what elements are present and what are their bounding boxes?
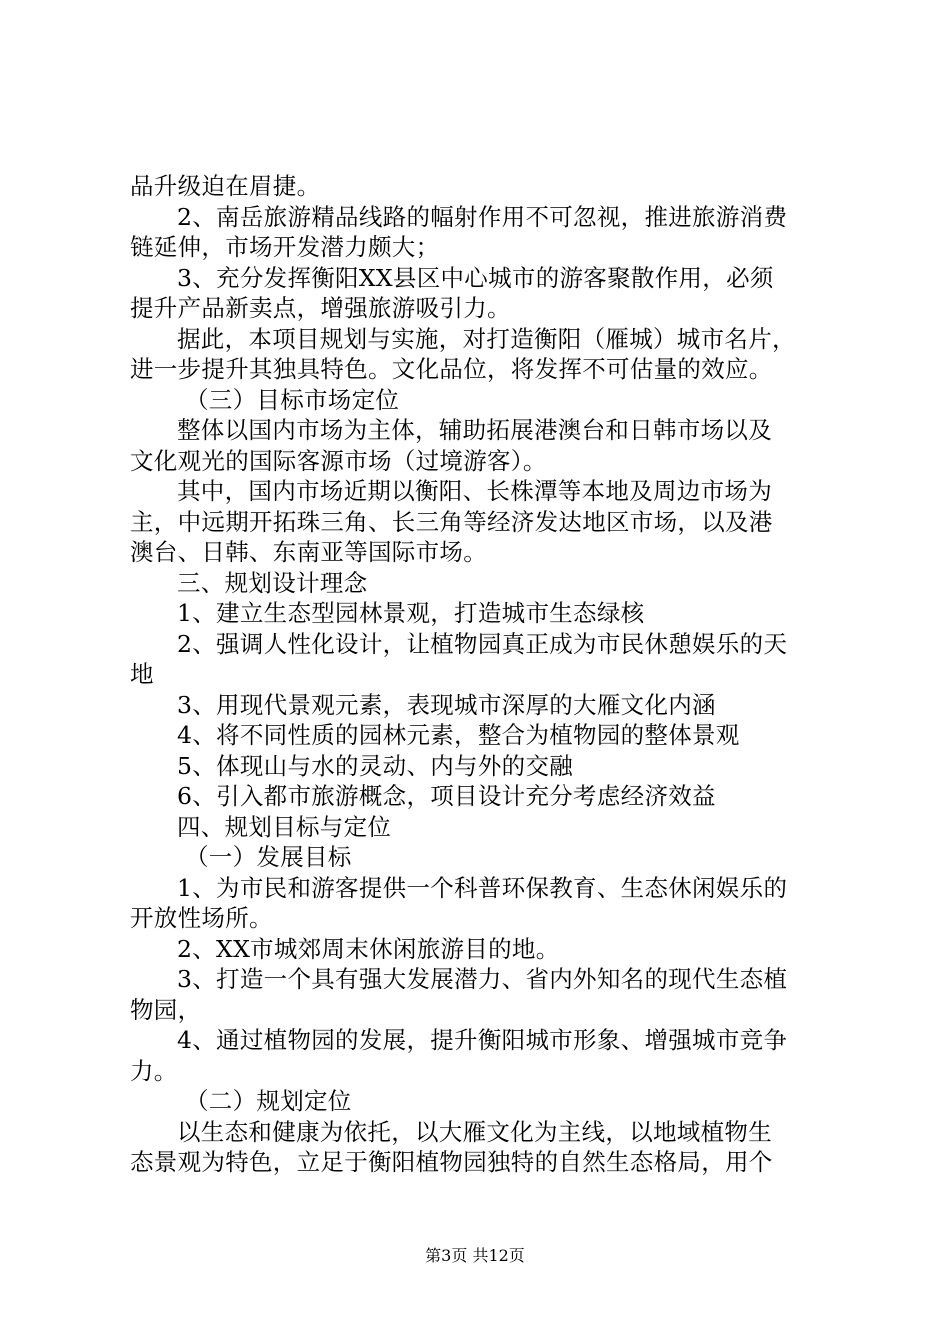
text-line: 2、XX市城郊周末休闲旅游目的地。 (177, 934, 560, 963)
text-line: 6、引入都市旅游概念，项目设计充分考虑经济效益 (177, 782, 716, 810)
text-line: 澳台、日韩、东南亚等国际市场。 (130, 538, 487, 566)
text-line: 主，中远期开拓珠三角、长三角等经济发达地区市场，以及港 (130, 507, 773, 536)
text-line: 地 (130, 660, 154, 688)
text-line: 据此，本项目规划与实施，对打造衡阳（雁城）城市名片， (177, 324, 796, 353)
text-line: 5、体现山与水的灵动、内与外的交融 (177, 751, 574, 780)
text-line: 提升产品新卖点，增强旅游吸引力。 (130, 294, 511, 322)
text-line: 力。 (130, 1056, 178, 1085)
text-line: 2、强调人性化设计，让植物园真正成为市民休憩娱乐的天 (177, 629, 788, 658)
text-line: 进一步提升其独具特色。文化品位，将发挥不可估量的效应。 (130, 355, 773, 383)
text-line: 整体以国内市场为主体，辅助拓展港澳台和日韩市场以及 (177, 416, 772, 444)
document-body (130, 171, 840, 1178)
text-line: 4、通过植物园的发展，提升衡阳城市形象、增强城市竞争 (177, 1026, 788, 1054)
text-line: 链延伸，市场开发潜力颇大； (130, 233, 440, 261)
page-footer: 第3页 共12页 (425, 1246, 525, 1265)
text-line: 2、南岳旅游精品线路的幅射作用不可忽视，推进旅游消费 (177, 202, 788, 231)
text-line: 其中，国内市场近期以衡阳、长株潭等本地及周边市场为 (177, 477, 772, 505)
text-line: 3、打造一个具有强大发展潜力、省内外知名的现代生态植 (177, 965, 788, 993)
text-line: 4、将不同性质的园林元素，整合为植物园的整体景观 (177, 721, 740, 749)
text-line: （一）发展目标 (185, 843, 352, 871)
text-line: 品升级迫在眉捷。 (130, 172, 321, 200)
text-line: 1、为市民和游客提供一个科普环保教育、生态休闲娱乐的 (177, 873, 788, 902)
text-line: 3、充分发挥衡阳XX县区中心城市的游客聚散作用，必须 (177, 263, 774, 292)
text-line: 以生态和健康为依托，以大雁文化为主线，以地域植物生 (177, 1117, 772, 1146)
text-line: 态景观为特色，立足于衡阳植物园独特的自然生态格局，用个 (130, 1148, 773, 1176)
text-line: 3、用现代景观元素，表现城市深厚的大雁文化内涵 (177, 690, 716, 719)
text-line: 四、规划目标与定位 (177, 812, 392, 841)
text-line: 物园， (130, 995, 202, 1024)
text-line: 文化观光的国际客源市场（过境游客）。 (130, 446, 547, 475)
text-line: 1、建立生态型园林景观，打造城市生态绿核 (177, 599, 645, 627)
text-line: （二）规划定位 (185, 1087, 352, 1115)
text-line: 三、规划设计理念 (177, 568, 368, 597)
text-line: （三）目标市场定位 (185, 385, 400, 414)
text-line: 开放性场所。 (130, 904, 273, 932)
